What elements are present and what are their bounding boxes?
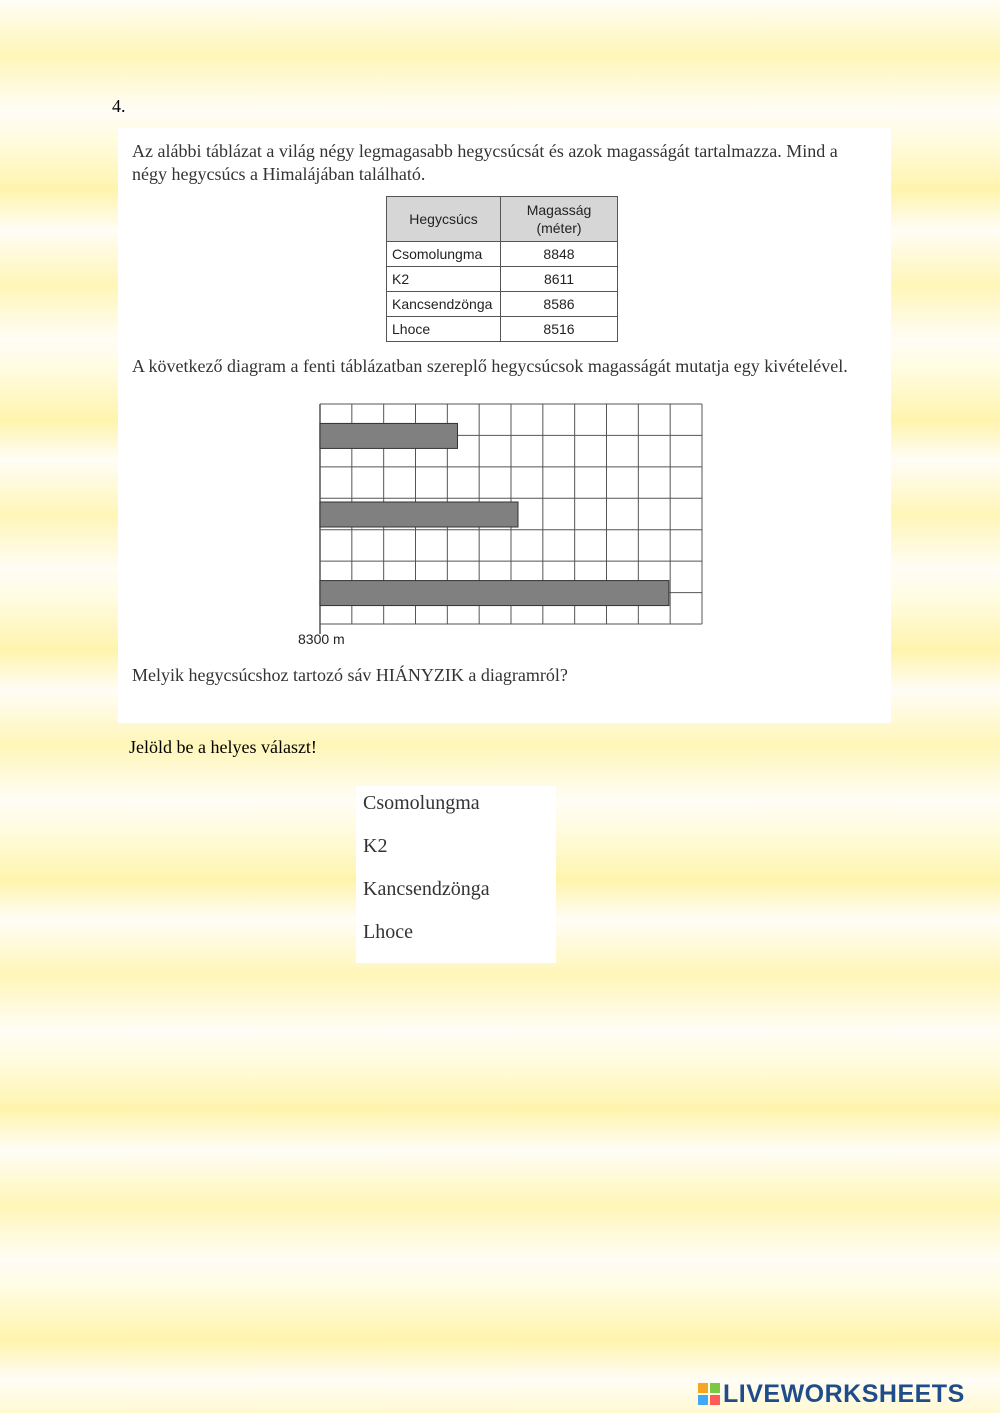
header-height-unit: (méter) (536, 220, 582, 236)
intro-text: Az alábbi táblázat a világ négy legmagasabb hegycsúcsát és azok magasságát tartalmazza. Mind a négy hegycsúcs a Himalájában található. (132, 141, 838, 184)
answer-options (356, 786, 556, 963)
brand-logo (698, 1378, 965, 1410)
chart-bar (320, 581, 669, 606)
question-number: 4. (112, 96, 126, 116)
peak-name: Csomolungma (387, 242, 501, 267)
header-height-label: Magasság (526, 202, 592, 218)
axis-start-label: 8300 m (298, 631, 345, 647)
header-height (501, 197, 618, 242)
option-kancsendzonga[interactable]: Kancsendzönga (363, 878, 490, 900)
option-lhoce[interactable]: Lhoce (363, 921, 413, 943)
instruction-text: Jelöld be a helyes választ! (129, 737, 317, 757)
peak-name: K2 (387, 267, 501, 292)
chart-bars (320, 423, 669, 605)
chart-bar (320, 423, 458, 448)
peak-height: 8611 (501, 267, 618, 292)
option-csomolungma[interactable]: Csomolungma (363, 792, 480, 814)
peak-height: 8848 (501, 242, 618, 267)
liveworksheets-icon (698, 1383, 720, 1405)
height-bar-chart (288, 396, 718, 651)
peak-name: Kancsendzönga (387, 292, 501, 317)
option-k2[interactable]: K2 (363, 835, 388, 857)
header-peak: Hegycsúcs (387, 197, 501, 242)
table-row (387, 317, 618, 342)
table-row (387, 292, 618, 317)
task-panel (118, 128, 891, 723)
brand-name: LIVEWORKSHEETS (723, 1379, 965, 1408)
table-header-row (387, 197, 618, 242)
table-row (387, 267, 618, 292)
chart-bar (320, 502, 518, 527)
heights-table (386, 196, 618, 342)
table-row (387, 242, 618, 267)
peak-height: 8586 (501, 292, 618, 317)
peak-height: 8516 (501, 317, 618, 342)
diagram-description: A következő diagram a fenti táblázatban szereplő hegycsúcsok magasságát mutatja egy kivételével. (132, 356, 848, 376)
peak-name: Lhoce (387, 317, 501, 342)
question-text: Melyik hegycsúcshoz tartozó sáv HIÁNYZIK a diagramról? (132, 665, 568, 685)
